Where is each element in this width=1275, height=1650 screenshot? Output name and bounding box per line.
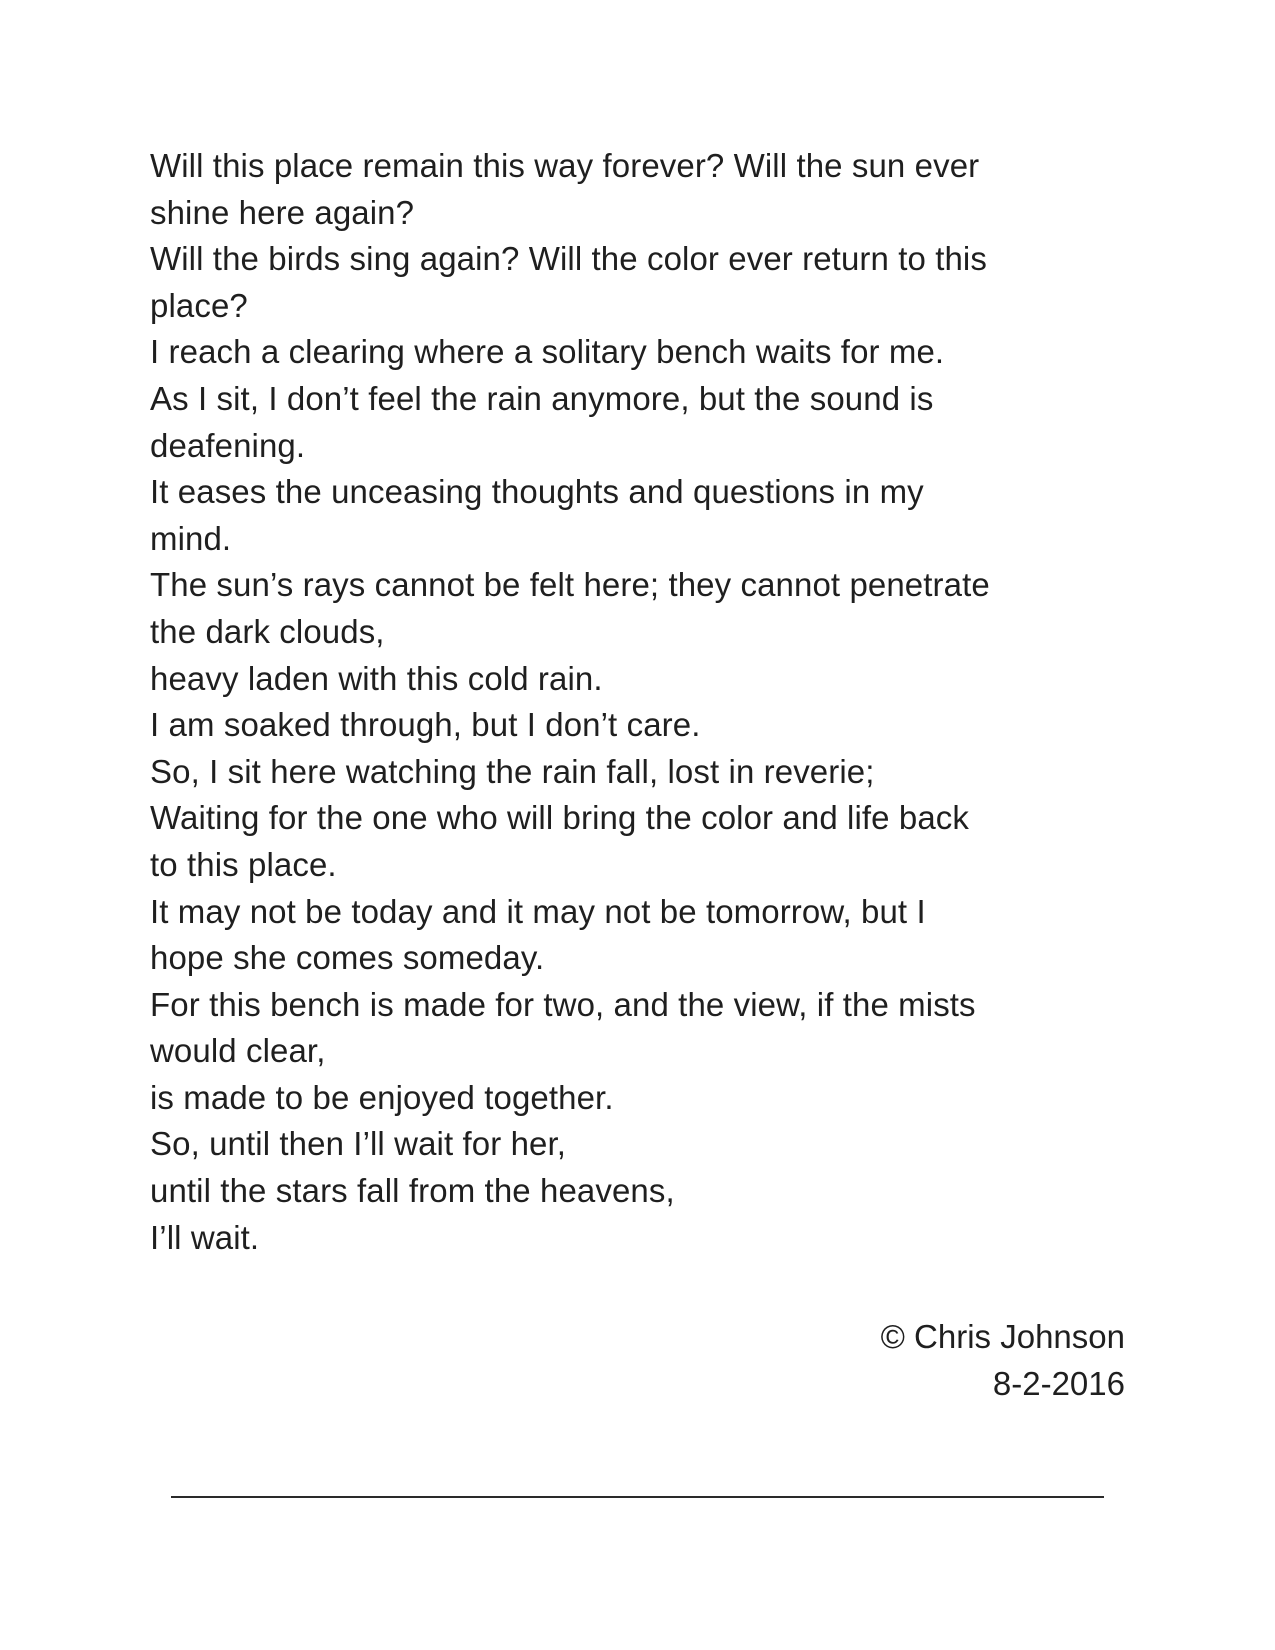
poem-line: Will the birds sing again? Will the color ever return to this	[150, 240, 987, 278]
poem-line: The sun’s rays cannot be felt here; they cannot penetrate	[150, 566, 990, 604]
poem-line: heavy laden with this cold rain.	[150, 659, 603, 697]
poem-line: For this bench is made for two, and the view, if the mists	[150, 985, 976, 1023]
poem-line: I reach a clearing where a solitary bench waits for me.	[150, 333, 945, 371]
poem-line: is made to be enjoyed together.	[150, 1078, 614, 1116]
signature-block	[881, 1313, 1125, 1407]
horizontal-divider	[171, 1496, 1104, 1498]
poem-line: mind.	[150, 519, 232, 557]
poem-line: It eases the unceasing thoughts and questions in my	[150, 473, 924, 511]
poem-body	[150, 143, 1125, 1261]
poem-line: I’ll wait.	[150, 1218, 260, 1256]
poem-line: As I sit, I don’t feel the rain anymore, but the sound is	[150, 379, 934, 417]
poem-line: Waiting for the one who will bring the color and life back	[150, 799, 970, 837]
poem-line: It may not be today and it may not be tomorrow, but I	[150, 892, 926, 930]
copyright-author: © Chris Johnson	[880, 1318, 1125, 1355]
poem-line: to this place.	[150, 845, 337, 883]
poem-line: So, until then I’ll wait for her,	[150, 1125, 567, 1163]
poem-line: shine here again?	[150, 193, 415, 231]
poem-line: would clear,	[150, 1032, 326, 1070]
signature-date: 8-2-2016	[992, 1365, 1125, 1402]
poem-line: until the stars fall from the heavens,	[150, 1172, 675, 1210]
poem-line: deafening.	[150, 426, 306, 464]
poem-line: hope she comes someday.	[150, 939, 545, 977]
poem-line: place?	[150, 286, 248, 324]
poem-line: Will this place remain this way forever? Will the sun ever	[150, 147, 980, 184]
poem-line: So, I sit here watching the rain fall, lost in reverie;	[150, 752, 875, 790]
poem-line: I am soaked through, but I don’t care.	[150, 706, 701, 744]
poem-line: the dark clouds,	[150, 612, 385, 650]
